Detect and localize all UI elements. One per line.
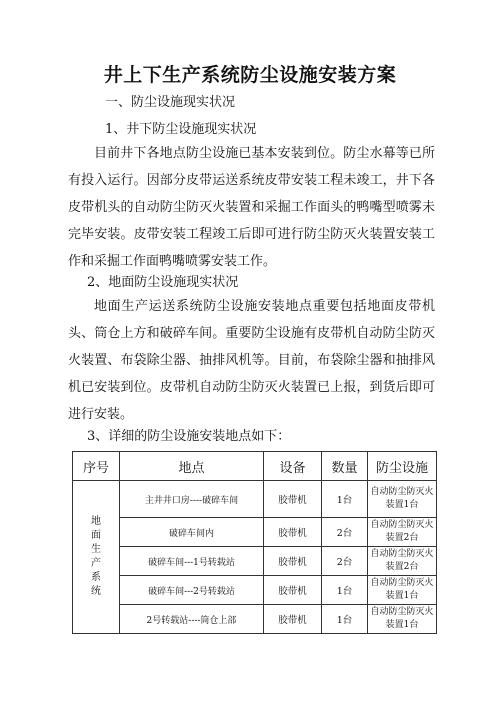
paragraph-surface: 地面生产运送系统防尘设施安装地点重要包括地面皮带机头、筒仓上方和破碎车间。重要防尘设施有皮带机自动防尘防灭火装置、布袋除尘器、抽排风机等。目前，布袋除尘器和抽排风机已安装到位。皮带机自动防尘防灭火装置已上报，到货后即可进行安装。 — [68, 299, 435, 422]
document-title: 井上下生产系统防尘设施安装方案 — [103, 64, 397, 86]
subsection-heading-1: 1、井下防尘设施现实状况 — [105, 122, 257, 137]
table-row — [73, 481, 437, 518]
header-index: 序号 — [73, 452, 120, 481]
cell-device: 胶带机 — [264, 576, 322, 605]
cell-facility: 自动防尘防灭火装置1台 — [368, 605, 437, 634]
cell-place: 破碎车间---1号转载站 — [120, 547, 264, 576]
subsection-heading-2: 2、地面防尘设施现实状况 — [87, 275, 239, 290]
cell-quantity: 2台 — [322, 518, 368, 547]
cell-device: 胶带机 — [264, 481, 322, 518]
cell-facility: 自动防尘防灭火装置2台 — [368, 518, 437, 547]
cell-facility: 自动防尘防灭火装置1台 — [368, 576, 437, 605]
section-heading-1: 一、防尘设施现实状况 — [105, 95, 236, 110]
table-row — [73, 605, 437, 634]
cell-quantity: 1台 — [322, 605, 368, 634]
cell-place: 主井井口房----破碎车间 — [120, 481, 264, 518]
cell-device: 胶带机 — [264, 547, 322, 576]
paragraph-underground: 目前井下各地点防尘设施已基本安装到位。防尘水幕等已所有投入运行。因部分皮带运送系统皮带安装工程未竣工，井下各皮带机头的自动防尘防灭火装置和采掘工作面头的鸭嘴型喷雾未完毕安装。皮带安装工程竣工后即可进行防尘防灭火装置安装工作和采掘工作面鸭嘴喷雾安装工作。 — [68, 146, 435, 269]
cell-device: 胶带机 — [264, 605, 322, 634]
cell-device: 胶带机 — [264, 518, 322, 547]
cell-quantity: 1台 — [322, 481, 368, 518]
cell-place: 2号转载站----筒仓上部 — [120, 605, 264, 634]
header-device: 设备 — [264, 452, 322, 481]
installation-table — [72, 451, 437, 634]
cell-facility: 自动防尘防灭火装置2台 — [368, 547, 437, 576]
cell-facility: 自动防尘防灭火装置1台 — [368, 481, 437, 518]
header-quantity: 数量 — [322, 452, 368, 481]
table-row — [73, 518, 437, 547]
cell-place: 破碎车间内 — [120, 518, 264, 547]
table-row — [73, 547, 437, 576]
cell-place: 破碎车间---2号转载站 — [120, 576, 264, 605]
header-facility: 防尘设施 — [368, 452, 437, 481]
cell-quantity: 1台 — [322, 576, 368, 605]
group-cell: 地面生产系统 — [73, 481, 120, 634]
header-place: 地点 — [120, 452, 264, 481]
table-header-row — [73, 452, 437, 481]
table-row — [73, 576, 437, 605]
subsection-heading-3: 3、详细的防尘设施安装地点如下： — [87, 429, 291, 444]
cell-quantity: 2台 — [322, 547, 368, 576]
